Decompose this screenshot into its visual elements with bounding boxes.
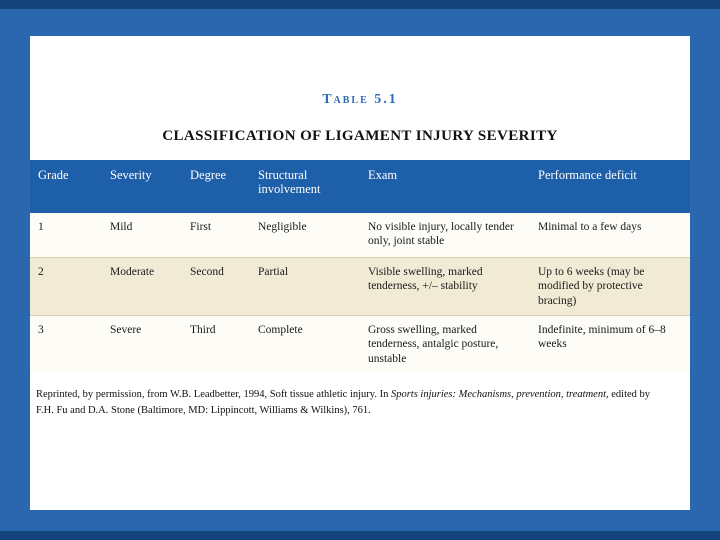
cell-exam: Visible swelling, marked tenderness, +/– stability (360, 257, 530, 315)
bottom-border-strip (0, 531, 720, 540)
table-title: CLASSIFICATION OF LIGAMENT INJURY SEVERITY (162, 128, 558, 144)
cell-degree: Third (182, 315, 250, 373)
header-cell-exam: Exam (360, 160, 530, 213)
citation-text-lead: Reprinted, by permission, from W.B. Leadbetter, 1994, Soft tissue athletic injury. In (36, 389, 391, 400)
cell-severity: Moderate (102, 257, 182, 315)
page (30, 36, 690, 510)
header-cell-degree: Degree (182, 160, 250, 213)
header-cell-structural: Structural involvement (250, 160, 360, 213)
header-cell-performance: Performance deficit (530, 160, 690, 213)
citation (36, 387, 660, 419)
citation-book-title: Sports injuries: Mechanisms, prevention, treatment, (390, 389, 609, 400)
table-row (30, 257, 690, 315)
header-cell-grade: Grade (30, 160, 102, 213)
cell-structural: Negligible (250, 213, 360, 258)
cell-severity: Mild (102, 213, 182, 258)
table-row (30, 315, 690, 373)
table-header-row (30, 160, 690, 213)
ligament-severity-table (30, 160, 690, 373)
cell-exam: Gross swelling, marked tenderness, antalgic posture, unstable (360, 315, 530, 373)
table-number-label: Table 5.1 (322, 92, 398, 107)
cell-performance: Minimal to a few days (530, 213, 690, 258)
cell-grade: 1 (30, 213, 102, 258)
cell-degree: Second (182, 257, 250, 315)
cell-performance: Indefinite, minimum of 6–8 weeks (530, 315, 690, 373)
table-row (30, 213, 690, 258)
header-cell-severity: Severity (102, 160, 182, 213)
cell-degree: First (182, 213, 250, 258)
cell-exam: No visible injury, locally tender only, joint stable (360, 213, 530, 258)
citation-text-tail: edited by F.H. Fu and D.A. Stone (Baltimore, MD: Lippincott, Williams & Wilkins), 761. (36, 389, 651, 416)
cell-severity: Severe (102, 315, 182, 373)
top-border-strip (0, 0, 720, 9)
cell-performance: Up to 6 weeks (may be modified by protective bracing) (530, 257, 690, 315)
cell-grade: 3 (30, 315, 102, 373)
cell-structural: Partial (250, 257, 360, 315)
cell-structural: Complete (250, 315, 360, 373)
cell-grade: 2 (30, 257, 102, 315)
